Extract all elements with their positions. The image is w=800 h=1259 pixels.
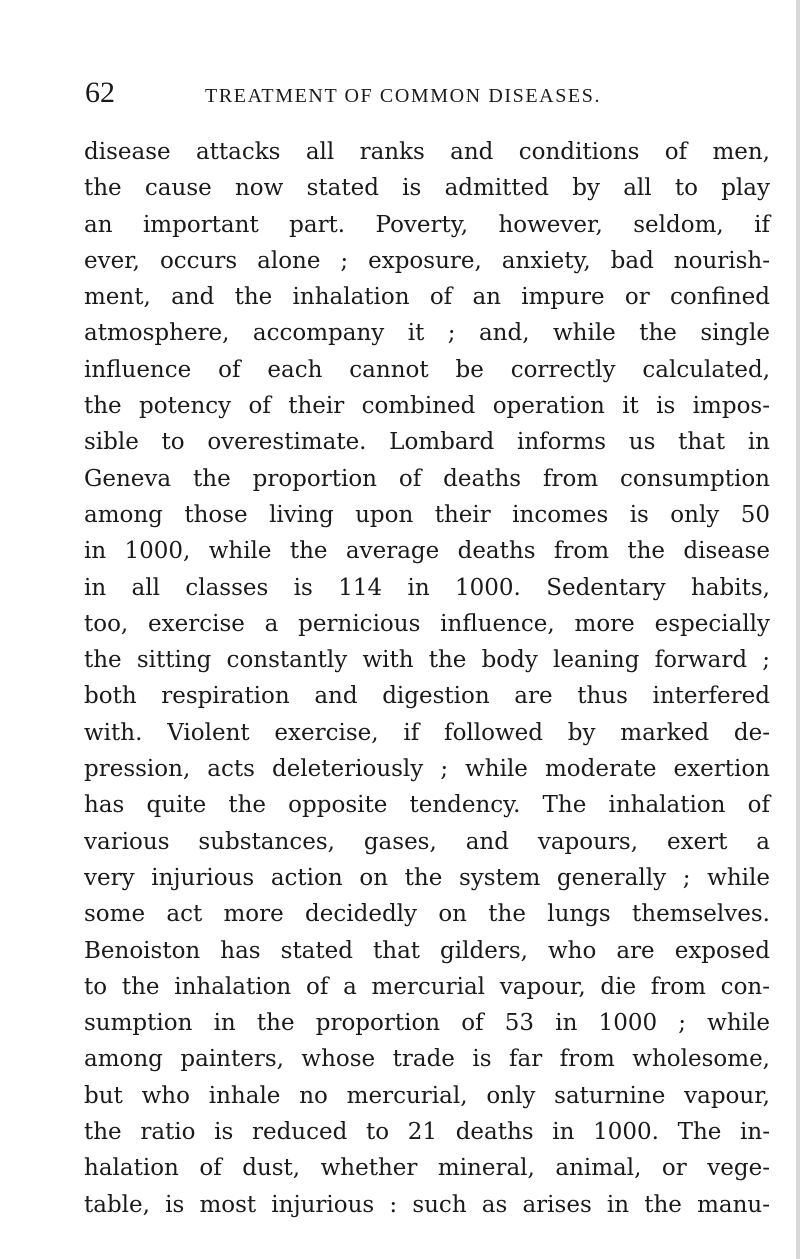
text-line: has quite the opposite tendency. The inhalation of [84,792,770,819]
text-line: ment, and the inhalation of an impure or confined [84,284,770,311]
page-edge-shadow [796,0,800,1259]
text-line: influence of each cannot be correctly calculated, [84,356,770,383]
text-line: disease attacks all ranks and conditions of men, [84,139,770,165]
text-line: Geneva the proportion of deaths from consumption [84,465,770,492]
text-line: the sitting constantly with the body leaning forward ; [84,647,770,674]
text-line: the ratio is reduced to 21 deaths in 1000. The in- [84,1119,770,1146]
text-line: too, exercise a pernicious influence, more especially [84,610,770,637]
text-line: ever, occurs alone ; exposure, anxiety, bad nourish- [84,247,770,274]
text-line: sible to overestimate. Lombard informs us that in [84,429,770,456]
text-line: atmosphere, accompany it ; and, while the single [84,320,770,347]
text-line: sumption in the proportion of 53 in 1000 ; while [84,1010,770,1037]
text-line: table, is most injurious : such as arises in the manu- [84,1191,770,1218]
running-head: TREATMENT OF COMMON DISEASES. [205,85,602,107]
text-line: to the inhalation of a mercurial vapour, die from con- [84,973,770,1000]
text-line: the potency of their combined operation it is impos- [84,393,770,420]
text-line: in 1000, while the average deaths from the disease [84,538,770,565]
page-number: 62 [85,76,115,109]
page-header [85,76,775,112]
text-line: among painters, whose trade is far from wholesome, [84,1046,770,1073]
text-line: Benoiston has stated that gilders, who are exposed [84,937,770,964]
text-line: among those living upon their incomes is only 50 [84,501,770,528]
text-line: pression, acts deleteriously ; while moderate exertion [84,756,770,783]
text-line: very injurious action on the system generally ; while [84,864,770,891]
text-line: an important part. Poverty, however, seldom, if [84,211,770,238]
text-line: some act more decidedly on the lungs themselves. [84,901,770,928]
text-line: but who inhale no mercurial, only saturnine vapour, [84,1082,770,1109]
text-line: various substances, gases, and vapours, exert a [84,828,770,855]
body-text [84,134,770,1223]
text-line: both respiration and digestion are thus interfered [84,683,770,710]
text-line: with. Violent exercise, if followed by marked de- [84,719,770,746]
text-line: the cause now stated is admitted by all to play [84,175,770,202]
text-line: in all classes is 114 in 1000. Sedentary habits, [84,574,770,601]
text-line: halation of dust, whether mineral, animal, or vege- [84,1155,770,1182]
